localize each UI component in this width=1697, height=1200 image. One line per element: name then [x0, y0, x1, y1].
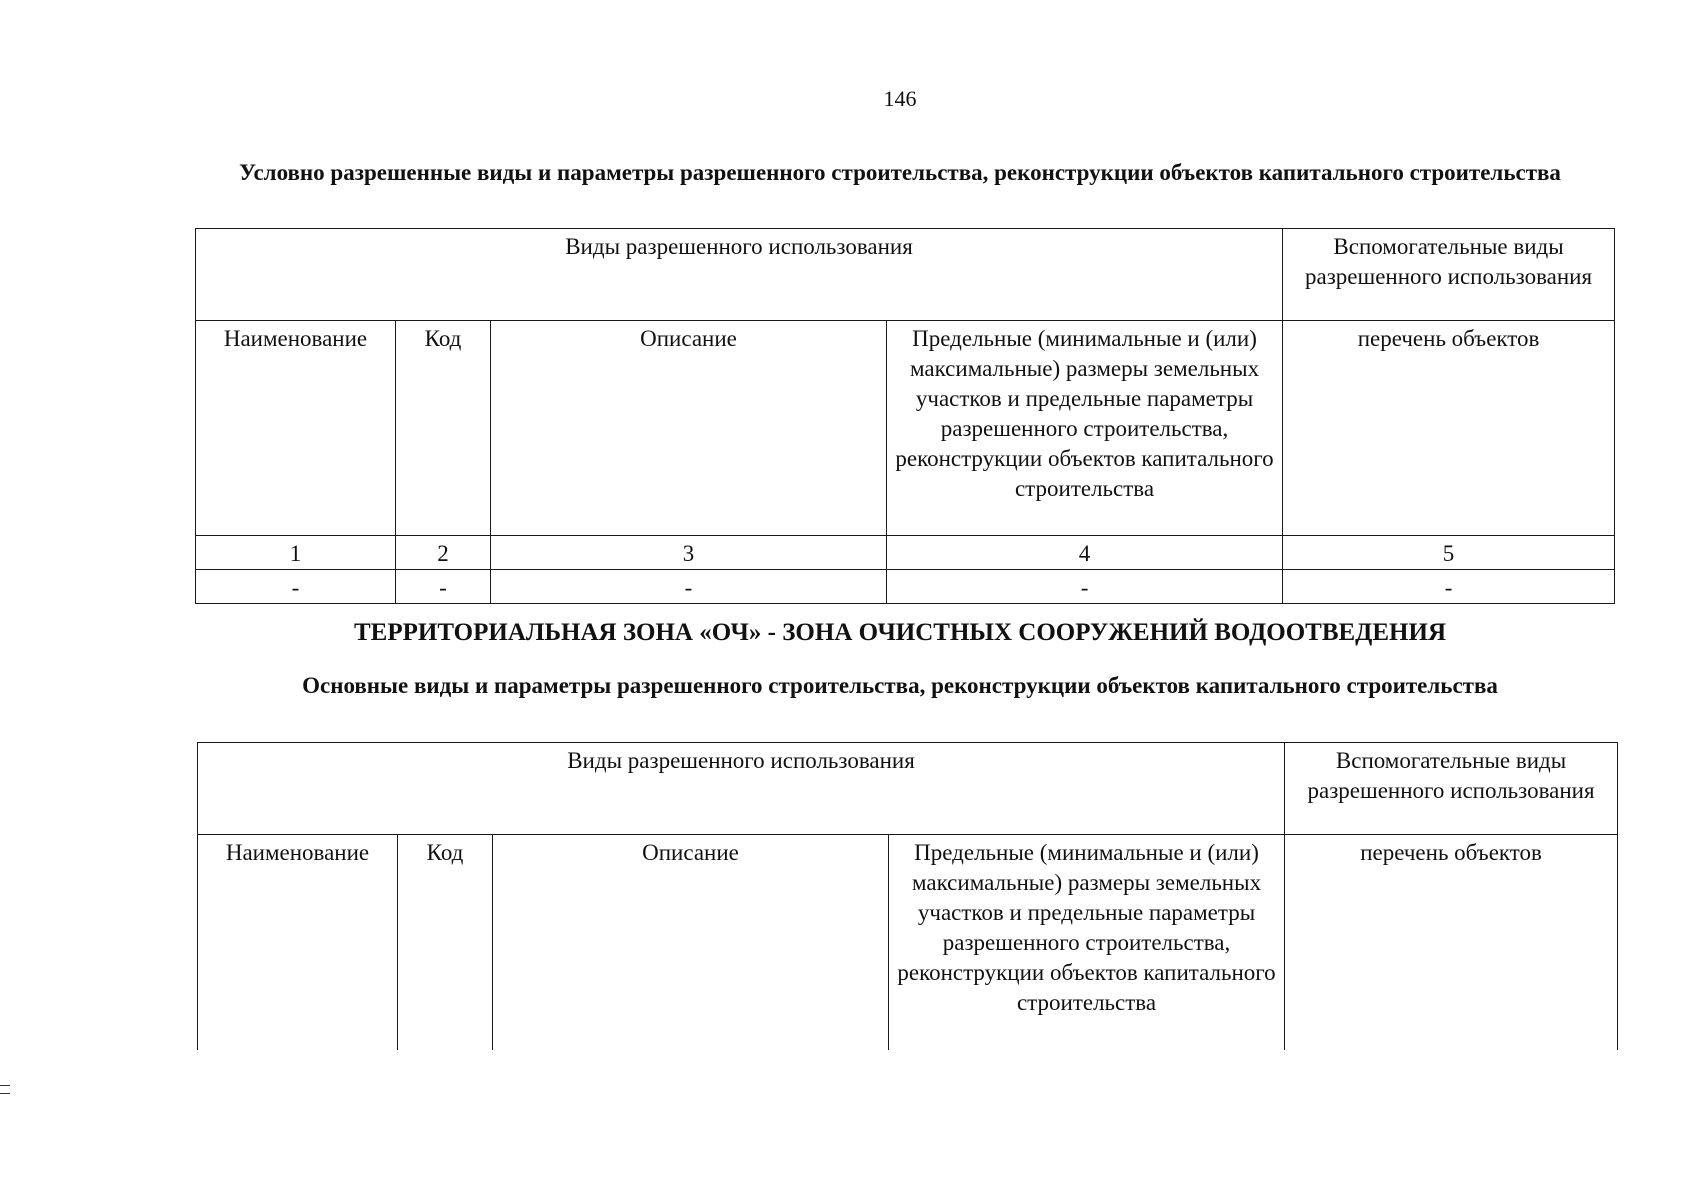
table-cell-objects: - [1283, 570, 1615, 604]
table-row [196, 570, 1615, 604]
column-header-row [196, 321, 1615, 536]
group-header-cell: Виды разрешенного использования [196, 229, 1283, 321]
main-uses-table [197, 742, 1618, 1050]
aux-header-cell: Вспомогательные виды разрешенного использования [1285, 743, 1618, 835]
table-cell-limits: - [887, 570, 1283, 604]
conditional-uses-table [195, 228, 1615, 604]
column-header-objects: перечень объектов [1283, 321, 1615, 536]
column-number-row [196, 536, 1615, 570]
page-number: 146 [883, 86, 917, 111]
column-header-limits: Предельные (минимальные и (или) максимальные) размеры земельных участков и предельные параметры разрешенного строительства, реконструкции объектов капитального строительства [887, 321, 1283, 536]
column-header-code: Код [398, 835, 493, 1050]
aux-header-cell: Вспомогательные виды разрешенного использования [1283, 229, 1615, 321]
column-number: 4 [887, 536, 1283, 570]
table-cell-code: - [396, 570, 491, 604]
group-header-cell: Виды разрешенного использования [198, 743, 1285, 835]
column-number: 2 [396, 536, 491, 570]
table-cell-description: - [491, 570, 887, 604]
scan-mark [0, 1085, 10, 1094]
column-number: 1 [196, 536, 396, 570]
section-1-heading: Условно разрешенные виды и параметры разрешенного строительства, реконструкции объектов капитального строительства [239, 160, 1561, 185]
column-header-limits: Предельные (минимальные и (или) максимальные) размеры земельных участков и предельные параметры разрешенного строительства, реконструкции объектов капитального строительства [889, 835, 1285, 1050]
column-header-code: Код [396, 321, 491, 536]
section-2-heading: Основные виды и параметры разрешенного строительства, реконструкции объектов капитального строительства [302, 673, 1498, 698]
column-header-name: Наименование [198, 835, 398, 1050]
table-header-row [196, 229, 1615, 321]
column-header-description: Описание [491, 321, 887, 536]
column-header-objects: перечень объектов [1285, 835, 1618, 1050]
column-number: 5 [1283, 536, 1615, 570]
column-header-description: Описание [493, 835, 889, 1050]
table-cell-name: - [196, 570, 396, 604]
column-number: 3 [491, 536, 887, 570]
zone-title: ТЕРРИТОРИАЛЬНАЯ ЗОНА «ОЧ» - ЗОНА ОЧИСТНЫХ СООРУЖЕНИЙ ВОДООТВЕДЕНИЯ [353, 619, 1447, 646]
column-header-name: Наименование [196, 321, 396, 536]
table-header-row [198, 743, 1618, 835]
column-header-row [198, 835, 1618, 1050]
